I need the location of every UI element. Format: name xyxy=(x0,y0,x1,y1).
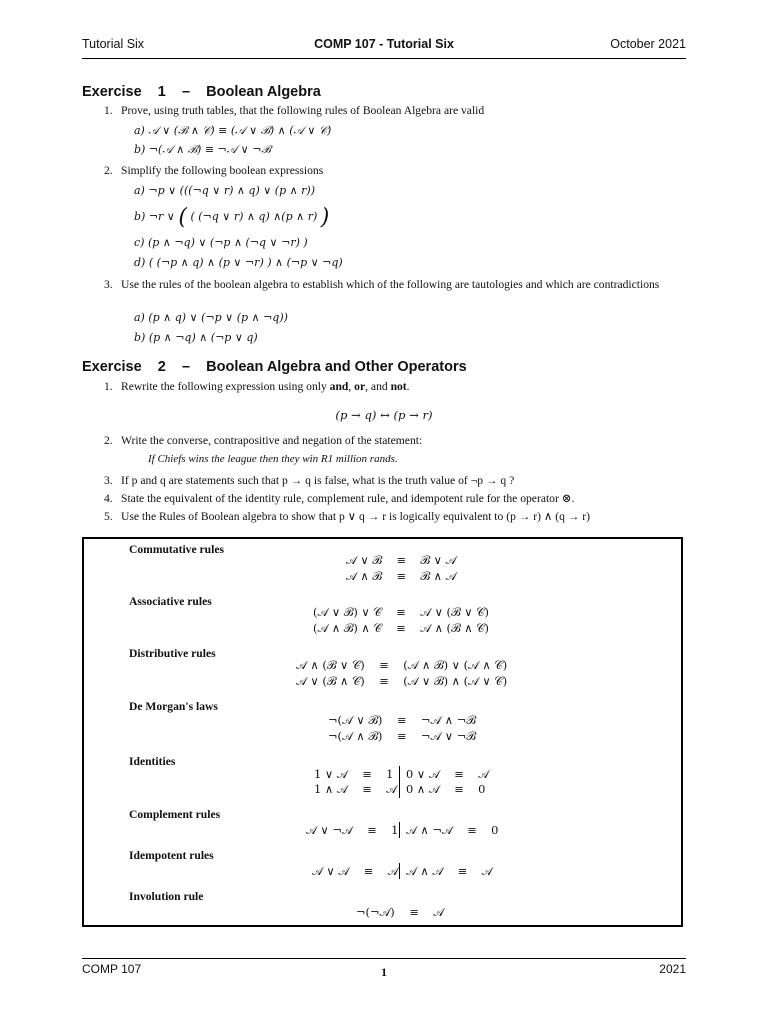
question-number: 1. xyxy=(104,104,113,117)
footer-year: 2021 xyxy=(659,962,686,976)
associative-rules-title: Associative rules xyxy=(129,595,212,608)
complement-rule-and: 𝒜 ∧ ¬𝒜 ≡ 0 xyxy=(406,823,499,837)
keyword-not: not xyxy=(390,380,407,393)
complement-separator xyxy=(399,822,400,838)
commutative-rules-title: Commutative rules xyxy=(129,543,224,556)
involution-rule-title: Involution rule xyxy=(129,890,204,903)
question-text: Use the rules of the boolean algebra to establish which of the following are tautologies and which are contradictions xyxy=(121,278,660,291)
complement-rule-or: 𝒜 ∨ ¬𝒜 ≡ 1 xyxy=(306,823,399,837)
question-text xyxy=(121,380,686,395)
complement-rules-title: Complement rules xyxy=(129,808,221,821)
ex1-q2-part-b xyxy=(134,205,329,230)
ex2-q1-display-formula: (p → q) ↔ (p → r) xyxy=(335,408,433,422)
ex1-q2-part-d: d) ( (¬p ∧ q) ∧ (p ∨ ¬r) ) ∧ (¬p ∨ ¬q) xyxy=(134,256,343,269)
keyword-or: or xyxy=(354,380,366,393)
identity-rule-2b: 0 ∧ 𝒜 ≡ 0 xyxy=(406,782,486,796)
idempotent-rule-or: 𝒜 ∨ 𝒜 ≡ 𝒜 xyxy=(312,864,399,878)
question-number: 2. xyxy=(104,434,113,447)
question-text: If p and q are statements such that p → q is false, what is the truth value of ¬p → q ? xyxy=(121,474,515,487)
part-b-prefix: b) ¬r ∨ xyxy=(134,210,175,223)
associative-rule-and: (𝒜 ∧ ℬ) ∧ 𝒞 ≡ 𝒜 ∧ (ℬ ∧ 𝒞) xyxy=(313,621,489,635)
question-number: 3. xyxy=(104,278,113,291)
idempotent-rule-and: 𝒜 ∧ 𝒜 ≡ 𝒜 xyxy=(406,864,493,878)
ex1-q1-part-b: b) ¬(𝒜 ∧ ℬ) ≡ ¬𝒜 ∨ ¬ℬ xyxy=(134,143,271,156)
header-date: October 2021 xyxy=(610,37,686,51)
identity-rule-1a: 1 ∨ 𝒜 ≡ 1 xyxy=(314,767,394,781)
large-close-paren: ) xyxy=(320,205,330,230)
ex1-q3-part-b: b) (p ∧ ¬q) ∧ (¬p ∨ q) xyxy=(134,331,258,344)
page-number: 1 xyxy=(381,965,387,979)
commutative-rule-or: 𝒜 ∨ ℬ ≡ ℬ ∨ 𝒜 xyxy=(346,553,457,567)
keyword-and: and xyxy=(329,380,349,393)
question-text: Prove, using truth tables, that the following rules of Boolean Algebra are valid xyxy=(121,104,485,117)
identity-rule-1b: 0 ∨ 𝒜 ≡ 𝒜 xyxy=(406,767,489,781)
de-morgan-rule-1: ¬(𝒜 ∨ ℬ) ≡ ¬𝒜 ∧ ¬ℬ xyxy=(328,713,476,727)
question-text: Simplify the following boolean expressions xyxy=(121,164,324,177)
idempotent-separator xyxy=(399,863,400,879)
question-number: 4. xyxy=(104,492,113,505)
exercise-1-title: Exercise 1 – Boolean Algebra xyxy=(82,84,321,100)
question-number: 5. xyxy=(104,510,113,523)
part-b-body: ( (¬q ∨ r) ∧ q) ∧(p ∧ r) xyxy=(190,210,318,223)
question-text: Use the Rules of Boolean algebra to show that p ∨ q → r is logically equivalent to (p → r) ∧ (q → r) xyxy=(121,510,591,523)
associative-rule-or: (𝒜 ∨ ℬ) ∨ 𝒞 ≡ 𝒜 ∨ (ℬ ∨ 𝒞) xyxy=(313,605,489,619)
text-part: . xyxy=(406,380,410,393)
identity-separator xyxy=(399,766,400,798)
question-text: State the equivalent of the identity rule, complement rule, and idempotent rule for the operator ⊗. xyxy=(121,492,575,505)
text-part: , xyxy=(348,380,355,393)
question-number: 2. xyxy=(104,164,113,177)
ex1-q2-part-a: a) ¬p ∨ (((¬q ∨ r) ∧ q) ∨ (p ∧ r)) xyxy=(134,184,316,197)
header-divider xyxy=(82,58,686,59)
distributive-rules-title: Distributive rules xyxy=(129,647,216,660)
exercise-2-title: Exercise 2 – Boolean Algebra and Other Operators xyxy=(82,359,467,375)
text-part: , and xyxy=(365,380,391,393)
de-morgan-rule-2: ¬(𝒜 ∧ ℬ) ≡ ¬𝒜 ∨ ¬ℬ xyxy=(328,729,476,743)
large-open-paren: ( xyxy=(178,205,187,230)
commutative-rule-and: 𝒜 ∧ ℬ ≡ ℬ ∧ 𝒜 xyxy=(346,569,457,583)
de-morgan-title: De Morgan's laws xyxy=(129,700,218,713)
question-number: 3. xyxy=(104,474,113,487)
question-text: Write the converse, contrapositive and negation of the statement: xyxy=(121,434,423,447)
identities-title: Identities xyxy=(129,755,176,768)
ex1-question-3 xyxy=(104,278,686,308)
header-title: COMP 107 - Tutorial Six xyxy=(314,37,454,51)
idempotent-rules-title: Idempotent rules xyxy=(129,849,214,862)
footer-divider xyxy=(82,958,686,959)
distributive-rule-1: 𝒜 ∧ (ℬ ∨ 𝒞) ≡ (𝒜 ∧ ℬ) ∨ (𝒜 ∧ 𝒞) xyxy=(296,658,508,672)
ex1-q3-part-a: a) (p ∧ q) ∨ (¬p ∨ (p ∧ ¬q)) xyxy=(134,311,288,324)
distributive-rule-2: 𝒜 ∨ (ℬ ∧ 𝒞) ≡ (𝒜 ∨ ℬ) ∧ (𝒜 ∨ 𝒞) xyxy=(296,674,508,688)
ex2-q2-statement: If Chiefs wins the league then they win R1 million rands. xyxy=(148,453,398,465)
text-part: Rewrite the following expression using only xyxy=(121,380,330,393)
ex1-q2-part-c: c) (p ∧ ¬q) ∨ (¬p ∧ (¬q ∨ ¬r) ) xyxy=(134,236,308,249)
identity-rule-2a: 1 ∧ 𝒜 ≡ 𝒜 xyxy=(314,782,397,796)
ex1-q1-part-a: a) 𝒜 ∨ (ℬ ∧ 𝒞) ≡ (𝒜 ∨ ℬ) ∧ (𝒜 ∨ 𝒞) xyxy=(134,124,332,137)
question-number: 1. xyxy=(104,380,113,393)
footer-course: COMP 107 xyxy=(82,962,142,976)
header-left: Tutorial Six xyxy=(82,37,145,51)
involution-rule: ¬(¬𝒜) ≡ 𝒜 xyxy=(356,905,445,919)
